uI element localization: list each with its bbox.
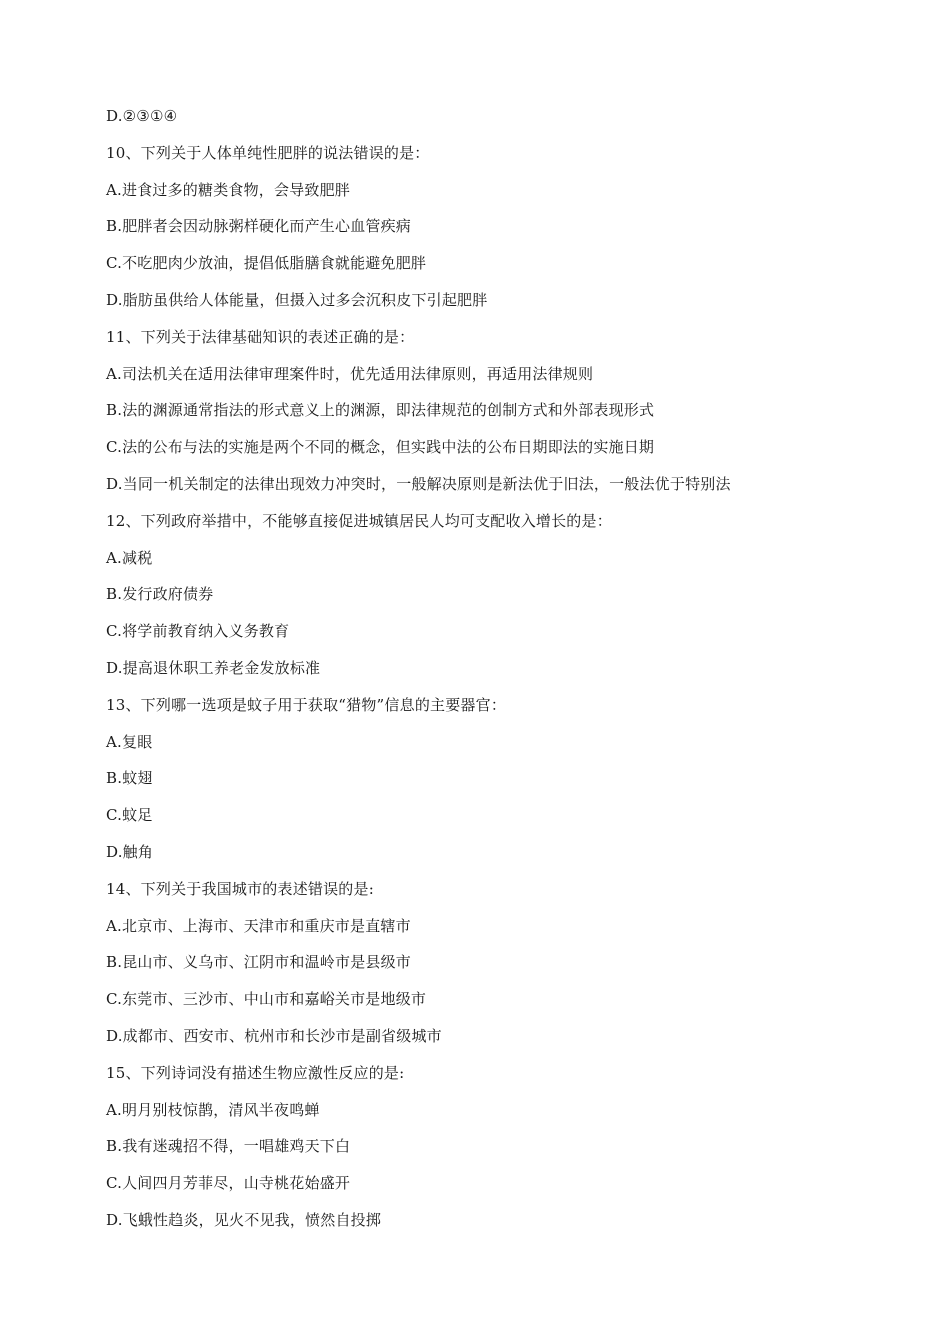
option-line-a-q10: A.进食过多的糖类食物，会导致肥胖 — [106, 180, 351, 199]
option-line-d-q9: D.②③①④ — [106, 107, 178, 125]
question-text-block — [106, 102, 846, 1243]
option-line-b-q10: B.肥胖者会因动脉粥样硬化而产生心血管疾病 — [106, 217, 411, 236]
option-line-c-q13: C.蚊足 — [106, 806, 153, 825]
option-line-d-q12: D.提高退休职工养老金发放标准 — [106, 658, 321, 677]
option-line-d-q13: D.触角 — [106, 842, 154, 861]
option-line-c-q10: C.不吃肥肉少放油，提倡低脂膳食就能避免肥胖 — [106, 254, 427, 273]
option-line-c-q15: C.人间四月芳菲尽，山寺桃花始盛开 — [106, 1174, 351, 1193]
option-line-a-q15: A.明月别枝惊鹊，清风半夜鸣蝉 — [106, 1100, 320, 1119]
option-line-d-q10: D.脂肪虽供给人体能量，但摄入过多会沉积皮下引起肥胖 — [106, 290, 488, 309]
option-line-b-q12: B.发行政府债券 — [106, 585, 214, 604]
option-line-a-q13: A.复眼 — [106, 732, 153, 751]
option-line-b-q14: B.昆山市、义乌市、江阴市和温岭市是县级市 — [106, 953, 411, 972]
option-line-c-q11: C.法的公布与法的实施是两个不同的概念，但实践中法的公布日期即法的实施日期 — [106, 438, 655, 457]
question-11: 11、下列关于法律基础知识的表述正确的是： — [106, 327, 415, 346]
option-line-d-q11: D.当同一机关制定的法律出现效力冲突时，一般解决原则是新法优于旧法，一般法优于特别法 — [106, 474, 731, 493]
question-14: 14、下列关于我国城市的表述错误的是: — [106, 879, 374, 898]
option-line-b-q15: B.我有迷魂招不得，一唱雄鸡天下白 — [106, 1137, 351, 1156]
option-line-a-q12: A.减税 — [106, 548, 153, 567]
option-line-d-q15: D.飞蛾性趋炎，见火不见我，愤然自投掷 — [106, 1210, 382, 1229]
question-15: 15、下列诗词没有描述生物应激性反应的是: — [106, 1063, 405, 1082]
question-13: 13、下列哪一选项是蚊子用于获取“猎物”信息的主要器官： — [106, 695, 507, 714]
question-12: 12、下列政府举措中，不能够直接促进城镇居民人均可支配收入增长的是： — [106, 511, 612, 530]
question-10: 10、下列关于人体单纯性肥胖的说法错误的是： — [106, 143, 430, 162]
option-line-a-q14: A.北京市、上海市、天津市和重庆市是直辖市 — [106, 916, 411, 935]
option-line-c-q12: C.将学前教育纳入义务教育 — [106, 622, 290, 641]
option-line-b-q13: B.蚊翅 — [106, 769, 153, 788]
option-line-b-q11: B.法的渊源通常指法的形式意义上的渊源，即法律规范的创制方式和外部表现形式 — [106, 401, 655, 420]
option-line-d-q14: D.成都市、西安市、杭州市和长沙市是副省级城市 — [106, 1026, 442, 1045]
option-line-a-q11: A.司法机关在适用法律审理案件时，优先适用法律原则，再适用法律规则 — [106, 364, 594, 383]
option-line-c-q14: C.东莞市、三沙市、中山市和嘉峪关市是地级市 — [106, 990, 427, 1009]
